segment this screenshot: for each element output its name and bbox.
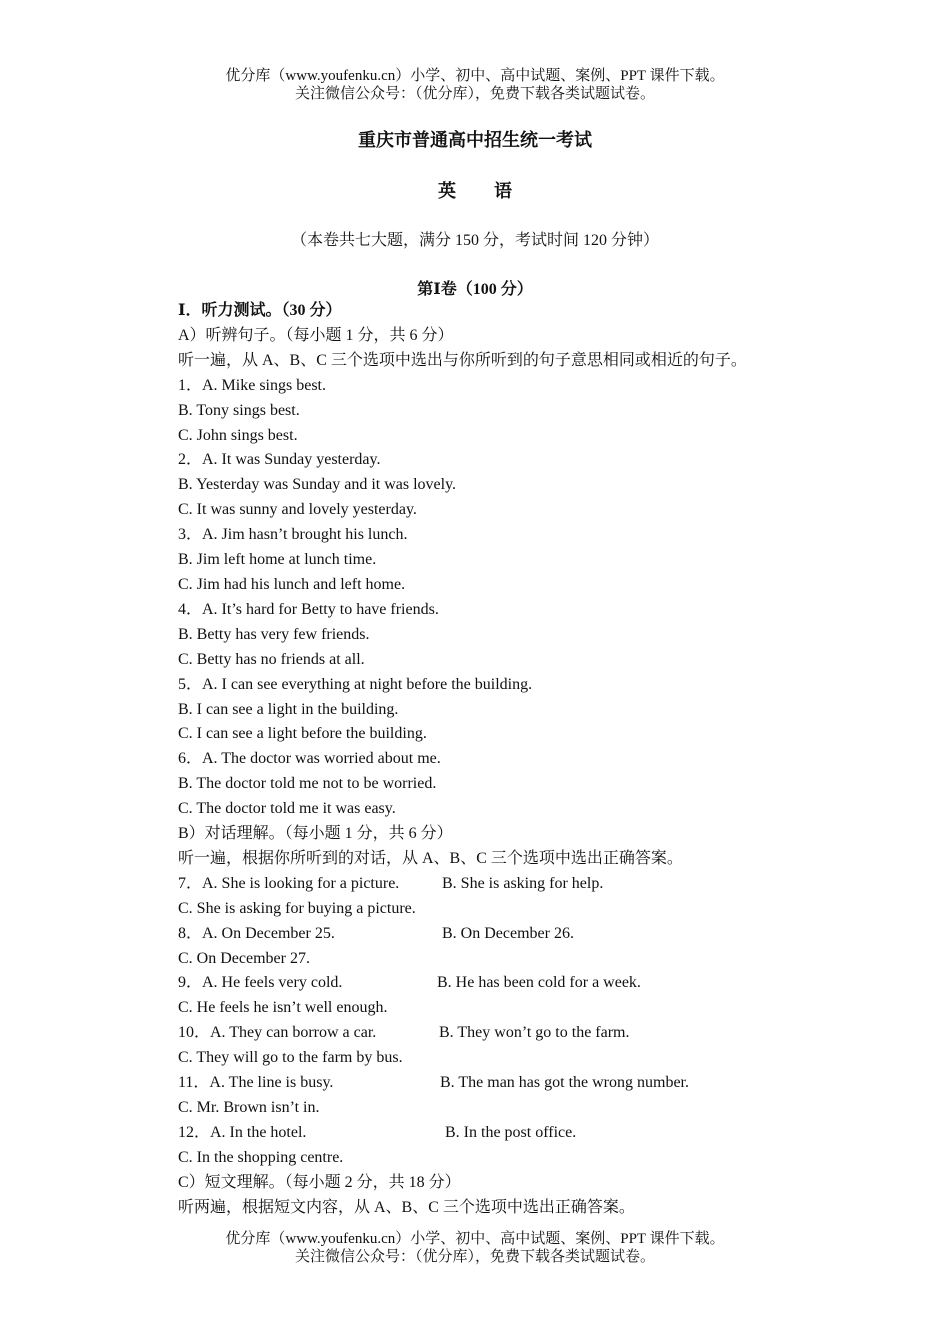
part-heading: 第Ⅰ卷（100 分） xyxy=(417,281,533,298)
part-c-heading: C）短文理解。（每小题 2 分，共 18 分） xyxy=(178,1173,461,1191)
question-10-option-b: B. They won’t go to the farm. xyxy=(439,1024,630,1042)
part-a-heading: A）听辨句子。（每小题 1 分，共 6 分） xyxy=(178,326,454,344)
subject-char-2: 语 xyxy=(494,181,512,201)
question-2-option-b: B. Yesterday was Sunday and it was lovely. xyxy=(178,476,457,494)
question-7-row xyxy=(178,872,898,897)
part-b-instructions: 听一遍，根据你所听到的对话，从 A、B、C 三个选项中选出正确答案。 xyxy=(178,849,683,867)
question-5-option-b: B. I can see a light in the building. xyxy=(178,700,399,718)
footer-line-2: 关注微信公众号：（优分库），免费下载各类试题试卷。 xyxy=(294,1249,655,1265)
question-3-option-c: C. Jim had his lunch and left home. xyxy=(178,575,406,593)
banner-line-1: 优分库（www.youfenku.cn）小学、初中、高中试题、案例、PPT 课件下载。 xyxy=(225,68,725,84)
question-9-option-c: C. He feels he isn’t well enough. xyxy=(178,999,388,1017)
question-3-option-a: 3．A. Jim hasn’t brought his lunch. xyxy=(178,526,408,544)
question-11-option-c: C. Mr. Brown isn’t in. xyxy=(178,1099,320,1116)
question-11-row xyxy=(178,1071,898,1096)
part-c-instructions: 听两遍，根据短文内容，从 A、B、C 三个选项中选出正确答案。 xyxy=(178,1198,635,1216)
footer-line-1: 优分库（www.youfenku.cn）小学、初中、高中试题、案例、PPT 课件下载。 xyxy=(225,1231,725,1247)
question-4-option-b: B. Betty has very few friends. xyxy=(178,625,370,643)
part-b-heading: B）对话理解。（每小题 1 分，共 6 分） xyxy=(178,825,453,843)
question-12-option-b: B. In the post office. xyxy=(445,1123,577,1141)
banner-line-2: 关注微信公众号：（优分库），免费下载各类试题试卷。 xyxy=(294,86,655,102)
question-12-row xyxy=(178,1121,898,1146)
question-9-option-b: B. He has been cold for a week. xyxy=(437,974,641,992)
question-9-row xyxy=(178,971,898,996)
header-banner xyxy=(0,67,950,103)
question-4-option-c: C. Betty has no friends at all. xyxy=(178,650,365,668)
exam-subject xyxy=(0,177,950,203)
question-5-option-a: 5．A. I can see everything at night before the building. xyxy=(178,675,533,693)
question-7-option-b: B. She is asking for help. xyxy=(442,874,604,892)
exam-title: 重庆市普通高中招生统一考试 xyxy=(358,130,592,150)
footer-banner xyxy=(0,1230,950,1266)
question-10-option-c: C. They will go to the farm by bus. xyxy=(178,1049,403,1067)
question-11-option-b: B. The man has got the wrong number. xyxy=(440,1074,689,1092)
exam-note: （本卷共七大题，满分 150 分，考试时间 120 分钟） xyxy=(290,232,659,249)
section-heading: Ⅰ．听力测试。（30 分） xyxy=(178,302,342,319)
question-6-option-b: B. The doctor told me not to be worried. xyxy=(178,775,437,793)
question-1-option-a: 1．A. Mike sings best. xyxy=(178,376,327,394)
subject-char-1: 英 xyxy=(438,181,456,201)
question-8-option-b: B. On December 26. xyxy=(442,924,574,942)
question-10-row xyxy=(178,1021,898,1046)
question-5-option-c: C. I can see a light before the building. xyxy=(178,725,427,743)
question-2-option-a: 2．A. It was Sunday yesterday. xyxy=(178,451,381,469)
exam-body xyxy=(178,299,898,1221)
question-12-option-c: C. In the shopping centre. xyxy=(178,1148,344,1166)
question-3-option-b: B. Jim left home at lunch time. xyxy=(178,551,377,569)
question-11-option-a: 11．A. The line is busy. xyxy=(178,1074,334,1092)
question-10-option-a: 10．A. They can borrow a car. xyxy=(178,1024,377,1042)
question-8-row xyxy=(178,922,898,947)
question-6-option-a: 6．A. The doctor was worried about me. xyxy=(178,750,441,768)
question-1-option-b: B. Tony sings best. xyxy=(178,401,300,419)
question-2-option-c: C. It was sunny and lovely yesterday. xyxy=(178,501,417,519)
question-6-option-c: C. The doctor told me it was easy. xyxy=(178,800,396,818)
part-a-instructions: 听一遍，从 A、B、C 三个选项中选出与你所听到的句子意思相同或相近的句子。 xyxy=(178,351,747,369)
question-12-option-a: 12．A. In the hotel. xyxy=(178,1123,307,1141)
question-9-option-a: 9．A. He feels very cold. xyxy=(178,974,343,992)
question-8-option-a: 8．A. On December 25. xyxy=(178,924,335,942)
question-7-option-c: C. She is asking for buying a picture. xyxy=(178,899,416,917)
question-7-option-a: 7．A. She is looking for a picture. xyxy=(178,874,400,892)
question-4-option-a: 4．A. It’s hard for Betty to have friends. xyxy=(178,600,439,618)
question-8-option-c: C. On December 27. xyxy=(178,949,310,967)
question-1-option-c: C. John sings best. xyxy=(178,426,298,444)
